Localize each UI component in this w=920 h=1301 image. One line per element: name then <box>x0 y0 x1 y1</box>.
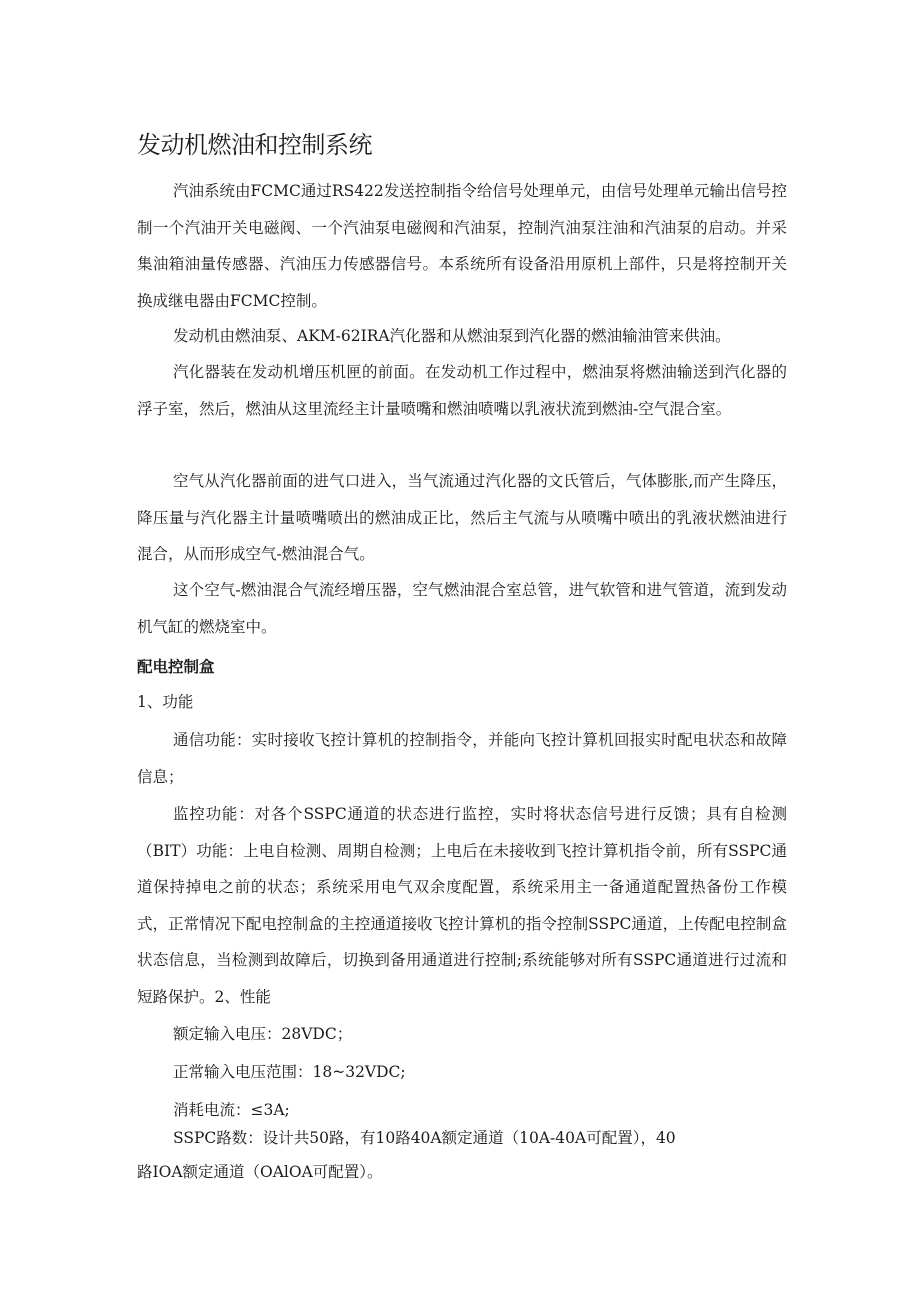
section-title: 配电控制盒 <box>137 658 215 676</box>
paragraph-mixture-flow: 这个空气-燃油混合气流经增压器，空气燃油混合室总管，进气软管和进气管道，流到发动机气缸的燃烧室中。 <box>137 581 787 636</box>
spec-sspc-channels: SSPC路数：设计共50路，有10路40A额定通道（10A-40A可配置），40 <box>173 1129 676 1147</box>
paragraph-air-intake: 空气从汽化器前面的进气口进入，当气流通过汽化器的文氏管后，气体膨胀,而产生降压，降压量与汽化器主计量喷嘴喷出的燃油成正比，然后主气流与从喷嘴中喷出的乳液状燃油进行混合，从而形成空气-燃油混合气。 <box>137 472 787 563</box>
document-title: 发动机燃油和控制系统 <box>137 131 372 159</box>
subsection-heading: 1、功能 <box>137 693 194 711</box>
paragraph-monitoring: 监控功能：对各个SSPC通道的状态进行监控，实时将状态信号进行反馈；具有自检测（BIT）功能：上电自检测、周期自检测；上电后在未接收到飞控计算机指令前，所有SSPC通道保持掉电之前的状态；系统采用电气双余度配置，系统采用主一备通道配置热备份工作模式，正常情况下配电控制盒的主控通道接收飞控计算机的指令控制SSPC通道，上传配电控制盒状态信息，当检测到故障后，切换到备用通道进行控制;系统能够对所有SSPC通道进行过流和短路保护。2、性能 <box>137 805 787 1006</box>
spec-current: 消耗电流：≤3A; <box>173 1101 290 1119</box>
paragraph-fuel-system: 汽油系统由FCMC通过RS422发送控制指令给信号处理单元，由信号处理单元输出信号控制一个汽油开关电磁阀、一个汽油泵电磁阀和汽油泵，控制汽油泵注油和汽油泵的启动。并采集油箱油量传感器、汽油压力传感器信号。本系统所有设备沿用原机上部件，只是将控制开关换成继电器由FCMC控制。 <box>137 182 787 310</box>
paragraph-engine-supply: 发动机由燃油泵、AKM-62IRA汽化器和从燃油泵到汽化器的燃油输油管来供油。 <box>173 327 731 345</box>
spec-voltage-range: 正常输入电压范围：18~32VDC; <box>173 1063 406 1081</box>
spec-rated-voltage: 额定输入电压：28VDC； <box>173 1025 353 1043</box>
spec-sspc-channels-cont: 路IOA额定通道（OAlOA可配置）。 <box>137 1163 383 1181</box>
paragraph-carburetor: 汽化器装在发动机增压机匣的前面。在发动机工作过程中，燃油泵将燃油输送到汽化器的浮子室，然后，燃油从这里流经主计量喷嘴和燃油喷嘴以乳液状流到燃油-空气混合室。 <box>137 363 787 418</box>
paragraph-communication: 通信功能：实时接收飞控计算机的控制指令，并能向飞控计算机回报实时配电状态和故障信息； <box>137 731 787 786</box>
